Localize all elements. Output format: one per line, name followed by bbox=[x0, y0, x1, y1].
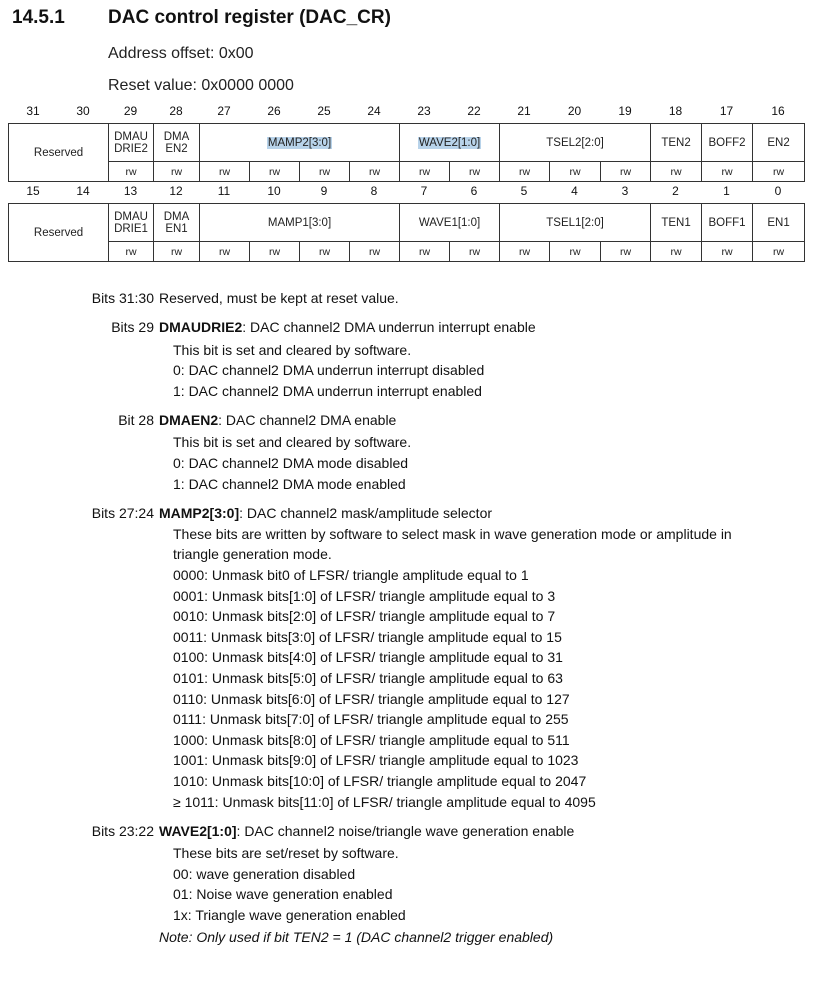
field-heading bbox=[159, 412, 396, 428]
bit-number: 5 bbox=[520, 184, 528, 198]
description-line: 1000: Unmask bits[8:0] of LFSR/ triangle amplitude equal to 511 bbox=[173, 732, 570, 748]
description-line: 0110: Unmask bits[6:0] of LFSR/ triangle amplitude equal to 127 bbox=[173, 691, 570, 707]
field-dmaen2 bbox=[154, 124, 200, 162]
access-cell: rw bbox=[500, 162, 550, 182]
description-line: 1x: Triangle wave generation enabled bbox=[173, 907, 406, 923]
reset-value: Reset value: 0x0000 0000 bbox=[108, 77, 294, 94]
register-table-upper bbox=[8, 123, 805, 182]
field-wave2 bbox=[400, 124, 500, 162]
field-dmaen1 bbox=[154, 204, 200, 242]
bit-number: 0 bbox=[774, 184, 782, 198]
field-boff1: BOFF1 bbox=[702, 204, 753, 242]
field-label: DMA bbox=[163, 130, 190, 143]
bit-number: 26 bbox=[267, 104, 281, 118]
access-cell: rw bbox=[550, 162, 601, 182]
field-label: DRIE2 bbox=[114, 142, 148, 155]
section-number: 14.5.1 bbox=[12, 7, 65, 28]
field-label: WAVE2[1:0] bbox=[418, 136, 481, 149]
access-cell: rw bbox=[250, 162, 300, 182]
bits-label: Bits 31:30 bbox=[91, 290, 154, 306]
field-reserved: Reserved bbox=[9, 124, 109, 182]
section-title: DAC control register (DAC_CR) bbox=[108, 7, 391, 28]
access-cell: rw bbox=[250, 242, 300, 262]
description-line: 1010: Unmask bits[10:0] of LFSR/ triangle amplitude equal to 2047 bbox=[173, 773, 587, 789]
description-line: 0100: Unmask bits[4:0] of LFSR/ triangle amplitude equal to 31 bbox=[173, 649, 563, 665]
field-description: Reserved, must be kept at reset value. bbox=[159, 290, 399, 306]
field-label: EN2 bbox=[165, 142, 188, 155]
bit-number: 1 bbox=[723, 184, 730, 198]
bit-number: 20 bbox=[567, 104, 582, 118]
field-mamp2 bbox=[200, 124, 400, 162]
description-line: 1: DAC channel2 DMA underrun interrupt enabled bbox=[173, 383, 482, 399]
access-cell: rw bbox=[109, 242, 154, 262]
address-offset: Address offset: 0x00 bbox=[108, 45, 254, 62]
bit-number: 19 bbox=[618, 104, 632, 118]
access-cell: rw bbox=[200, 162, 250, 182]
bit-number: 8 bbox=[370, 184, 378, 198]
field-ten1: TEN1 bbox=[651, 204, 702, 242]
description-line: ≥ 1011: Unmask bits[11:0] of LFSR/ triangle amplitude equal to 4095 bbox=[173, 794, 596, 810]
field-tsel1: TSEL1[2:0] bbox=[500, 204, 651, 242]
description-line: 0: DAC channel2 DMA underrun interrupt disabled bbox=[173, 362, 485, 378]
field-label: EN1 bbox=[165, 222, 188, 235]
access-cell: rw bbox=[109, 162, 154, 182]
register-table-lower bbox=[8, 203, 805, 262]
bit-number: 29 bbox=[123, 104, 138, 118]
access-cell: rw bbox=[601, 162, 651, 182]
access-cell: rw bbox=[200, 242, 250, 262]
field-label: DMAU bbox=[114, 210, 148, 223]
bit-number: 31 bbox=[26, 104, 40, 118]
field-label: DMAU bbox=[114, 130, 148, 143]
bit-number: 16 bbox=[771, 104, 785, 118]
bit-number: 13 bbox=[123, 184, 138, 198]
field-label: DMA bbox=[163, 210, 190, 223]
bit-number: 6 bbox=[470, 184, 478, 198]
description-line: 0010: Unmask bits[2:0] of LFSR/ triangle amplitude equal to 7 bbox=[173, 608, 556, 624]
bit-number: 30 bbox=[76, 104, 90, 118]
access-cell: rw bbox=[753, 162, 805, 182]
access-cell: rw bbox=[550, 242, 601, 262]
field-reserved: Reserved bbox=[9, 204, 109, 262]
bits-label: Bit 28 bbox=[118, 412, 154, 428]
field-summary: : DAC channel2 DMA enable bbox=[218, 412, 397, 428]
access-cell: rw bbox=[300, 162, 350, 182]
access-cell: rw bbox=[753, 242, 805, 262]
description-line: 0101: Unmask bits[5:0] of LFSR/ triangle amplitude equal to 63 bbox=[173, 670, 563, 686]
field-name: MAMP2[3:0] bbox=[159, 505, 240, 521]
bit-number: 10 bbox=[267, 184, 281, 198]
bit-number: 11 bbox=[217, 184, 231, 198]
access-cell: rw bbox=[702, 242, 753, 262]
bit-number: 27 bbox=[217, 104, 231, 118]
upper-bit-numbers bbox=[8, 104, 804, 120]
bit-number: 2 bbox=[672, 184, 679, 198]
field-wave1: WAVE1[1:0] bbox=[400, 204, 500, 242]
field-heading bbox=[159, 319, 536, 335]
field-label: MAMP2[3:0] bbox=[267, 136, 332, 149]
access-cell: rw bbox=[500, 242, 550, 262]
field-heading bbox=[159, 505, 492, 521]
bit-number: 23 bbox=[417, 104, 431, 118]
bit-number: 28 bbox=[169, 104, 183, 118]
field-en1: EN1 bbox=[753, 204, 805, 242]
bits-label: Bits 23:22 bbox=[91, 823, 154, 839]
bit-number: 14 bbox=[76, 184, 90, 198]
bit-number: 4 bbox=[571, 184, 578, 198]
bit-number: 7 bbox=[420, 184, 428, 198]
field-dmaudrie1 bbox=[109, 204, 154, 242]
access-cell: rw bbox=[350, 162, 400, 182]
bit-number: 12 bbox=[169, 184, 183, 198]
bits-label: Bits 27:24 bbox=[91, 505, 154, 521]
field-name: DMAEN2 bbox=[159, 412, 219, 428]
field-heading bbox=[159, 823, 574, 839]
field-mamp1: MAMP1[3:0] bbox=[200, 204, 400, 242]
access-cell: rw bbox=[350, 242, 400, 262]
field-summary: : DAC channel2 noise/triangle wave generation enable bbox=[236, 823, 575, 839]
field-tsel2: TSEL2[2:0] bbox=[500, 124, 651, 162]
description-line: 0: DAC channel2 DMA mode disabled bbox=[173, 455, 409, 471]
description-line: 0011: Unmask bits[3:0] of LFSR/ triangle amplitude equal to 15 bbox=[173, 629, 562, 645]
access-cell: rw bbox=[300, 242, 350, 262]
bit-number: 3 bbox=[621, 184, 629, 198]
field-en2: EN2 bbox=[753, 124, 805, 162]
description-line: 1001: Unmask bits[9:0] of LFSR/ triangle amplitude equal to 1023 bbox=[173, 752, 579, 768]
field-label: DRIE1 bbox=[114, 222, 148, 235]
bits-label: Bits 29 bbox=[111, 319, 154, 335]
access-cell: rw bbox=[702, 162, 753, 182]
bit-number: 15 bbox=[26, 184, 40, 198]
description-line: 0000: Unmask bit0 of LFSR/ triangle amplitude equal to 1 bbox=[173, 567, 529, 583]
bit-number: 25 bbox=[317, 104, 331, 118]
bit-number: 22 bbox=[467, 104, 481, 118]
lower-bit-numbers bbox=[8, 184, 804, 200]
description-line: These bits are written by software to select mask in wave generation mode or amplitude in bbox=[173, 526, 732, 542]
access-cell: rw bbox=[651, 242, 702, 262]
description-line: This bit is set and cleared by software. bbox=[173, 434, 412, 450]
bit-number: 18 bbox=[668, 104, 683, 118]
description-line: This bit is set and cleared by software. bbox=[173, 342, 412, 358]
field-name: DMAUDRIE2 bbox=[159, 319, 243, 335]
access-cell: rw bbox=[154, 242, 200, 262]
access-cell: rw bbox=[400, 242, 450, 262]
description-line: 00: wave generation disabled bbox=[173, 866, 356, 882]
description-line: 01: Noise wave generation enabled bbox=[173, 886, 393, 902]
access-cell: rw bbox=[450, 242, 500, 262]
bit-number: 9 bbox=[320, 184, 328, 198]
description-line: 0111: Unmask bits[7:0] of LFSR/ triangle amplitude equal to 255 bbox=[173, 711, 569, 727]
access-cell: rw bbox=[154, 162, 200, 182]
field-ten2: TEN2 bbox=[651, 124, 702, 162]
bit-number: 17 bbox=[719, 104, 734, 118]
description-line: triangle generation mode. bbox=[173, 546, 332, 562]
field-boff2: BOFF2 bbox=[702, 124, 753, 162]
bit-number: 21 bbox=[517, 104, 531, 118]
description-line: These bits are set/reset by software. bbox=[173, 845, 399, 861]
field-dmaudrie2 bbox=[109, 124, 154, 162]
access-cell: rw bbox=[450, 162, 500, 182]
access-cell: rw bbox=[400, 162, 450, 182]
field-summary: : DAC channel2 DMA underrun interrupt enable bbox=[242, 319, 536, 335]
access-cell: rw bbox=[651, 162, 702, 182]
note: Note: Only used if bit TEN2 = 1 (DAC channel2 trigger enabled) bbox=[159, 929, 554, 945]
access-cell: rw bbox=[601, 242, 651, 262]
description-line: 1: DAC channel2 DMA mode enabled bbox=[173, 476, 406, 492]
description-line: 0001: Unmask bits[1:0] of LFSR/ triangle amplitude equal to 3 bbox=[173, 588, 556, 604]
field-name: WAVE2[1:0] bbox=[159, 823, 237, 839]
field-summary: : DAC channel2 mask/amplitude selector bbox=[239, 505, 493, 521]
bit-number: 24 bbox=[367, 104, 381, 118]
